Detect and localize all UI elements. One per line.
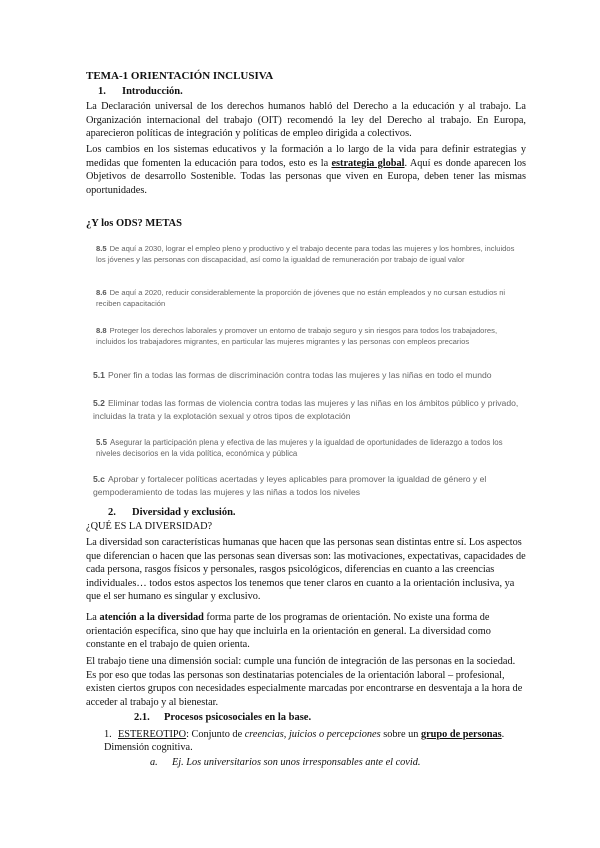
section-label: Introducción. bbox=[122, 86, 183, 97]
subsection-heading-procesos bbox=[134, 712, 311, 723]
target-5-5 bbox=[96, 437, 516, 459]
section-number: 2. bbox=[108, 507, 116, 518]
target-5-1 bbox=[93, 369, 523, 382]
intro-paragraph-1: La Declaración universal de los derechos humanos habló del Derecho a la educación y al trabajo. La Organización internacional del trabajo (OIT) recomendó la ley del Derecho al trabajo. En Europa, aparecieron políticas de integración y políticas de empleo dirigida a colectivos. bbox=[86, 101, 526, 140]
estereotipo-term: ESTEREOTIPO bbox=[118, 729, 187, 740]
target-code: 5.c bbox=[93, 474, 105, 484]
target-5-c bbox=[93, 473, 523, 498]
atencion-diversidad-term: atención a la diversidad bbox=[99, 612, 204, 623]
target-8-8 bbox=[96, 325, 516, 347]
intro-text-a: Los cambios en los sistemas educativos y la formación a lo largo de la vida para definir estrategias y medidas que fomenten la educación para todos, esto es la bbox=[86, 144, 526, 169]
div-text-b: forma parte de los programas de orientación. No existe una forma de orientación específica, sino que hay que incluirla en la orientación en general. La diversidad como constante en el trabajo de quien orienta. bbox=[86, 612, 491, 651]
target-text: Aprobar y fortalecer políticas acertadas y leyes aplicables para promover la igualdad de género y el gempoderamiento de todas las mujeres y las niñas a todos los niveles bbox=[93, 474, 487, 497]
list-number: 1. bbox=[104, 729, 112, 740]
target-code: 5.2 bbox=[93, 398, 105, 408]
target-text: Proteger los derechos laborales y promover un entorno de trabajo seguro y sin riesgos para todos los trabajadores, incluidos los trabajadores migrantes, en particular las mujeres migrantes y las personas con empleos precarios bbox=[96, 326, 498, 346]
subsection-number: 2.1. bbox=[134, 712, 150, 723]
grupo-personas-term: grupo de personas bbox=[420, 729, 502, 740]
div-text-a: La bbox=[86, 612, 100, 623]
target-code: 5.1 bbox=[93, 370, 105, 380]
estrategia-global-term: estrategia global bbox=[331, 157, 405, 169]
target-text: De aquí a 2030, lograr el empleo pleno y productivo y el trabajo decente para todas las mujeres y los hombres, incluidos los jóvenes y las personas con discapacidad, así como la igualdad de remuneración por trabajo de igual valor bbox=[96, 244, 515, 264]
item-text-b: sobre un bbox=[380, 729, 421, 740]
diversidad-paragraph-1: La diversidad son características humanas que hacen que las personas sean distintas entre sí. Los aspectos que diferencian o hacen que las personas sean diversas son: las motivaciones, expectativas, capacidades de cada persona, rasgos físicos y personales, rasgos psicológicos, diferencias en cuanto a las creencias individuales… todos estos aspectos los tenemos que tener claros en cuanto a la orientación inclusiva, ya que el ser humano es singular y exclusivo. bbox=[86, 537, 526, 603]
ods-heading: ¿Y los ODS? METAS bbox=[86, 218, 182, 229]
item-text-a: : Conjunto de bbox=[186, 729, 245, 740]
target-code: 8.5 bbox=[96, 244, 107, 253]
intro-paragraph-2 bbox=[86, 143, 526, 197]
intro-text-b: . Aquí es donde aparecen los Objetivos de desarrollo Sostenible. Todas las personas que viven en Europa, deben tener las mismas oportunidades. bbox=[86, 157, 526, 196]
diversidad-question: ¿QUÉ ES LA DIVERSIDAD? bbox=[86, 521, 213, 532]
target-text: Eliminar todas las formas de violencia contra todas las mujeres y las niñas en los ámbitos público y privado, incluidas la trata y la explotación sexual y otros tipos de explotación bbox=[93, 398, 519, 421]
target-code: 8.8 bbox=[96, 326, 107, 335]
page-title: TEMA-1 ORIENTACIÓN INCLUSIVA bbox=[86, 70, 274, 82]
section-heading-introduccion bbox=[98, 86, 183, 97]
section-heading-diversidad bbox=[108, 507, 236, 518]
subsection-label: Procesos psicosociales en la base. bbox=[164, 712, 312, 723]
target-code: 5.5 bbox=[96, 438, 107, 447]
section-number: 1. bbox=[98, 86, 106, 97]
target-text: Poner fin a todas las formas de discriminación contra todas las mujeres y las niñas en todo el mundo bbox=[107, 370, 492, 380]
list-letter: a. bbox=[150, 757, 158, 768]
section-label: Diversidad y exclusión. bbox=[132, 507, 236, 518]
target-text: De aquí a 2020, reducir considerablemente la proporción de jóvenes que no están empleados y no cursan estudios ni reciben capacitación bbox=[96, 288, 506, 308]
diversidad-paragraph-3: El trabajo tiene una dimensión social: cumple una función de integración de las personas en la sociedad. Es por eso que todas las personas son destinatarias potenciales de la orientación laboral – profesional, existen ciertos grupos con necesidades especialmente marcadas por encontrarse en desventaja a la hora de acceder al trabajo y al bienestar. bbox=[86, 656, 523, 708]
item-italic-text: creencias, juicios o percepciones bbox=[244, 729, 381, 740]
target-8-5 bbox=[96, 243, 516, 265]
list-subitem-a bbox=[150, 756, 530, 769]
example-text: Ej. Los universitarios son unos irresponsables ante el covid. bbox=[172, 757, 421, 768]
item-text-c: . Dimensión cognitiva. bbox=[104, 729, 505, 753]
target-8-6 bbox=[96, 287, 516, 309]
target-text: Asegurar la participación plena y efectiva de las mujeres y la igualdad de oportunidades de liderazgo a todos los niveles decisorios en la vida política, económica y pública bbox=[96, 438, 503, 458]
list-item-estereotipo bbox=[104, 728, 526, 754]
target-5-2 bbox=[93, 397, 523, 422]
target-code: 8.6 bbox=[96, 288, 107, 297]
diversidad-paragraph-2 bbox=[86, 611, 526, 652]
